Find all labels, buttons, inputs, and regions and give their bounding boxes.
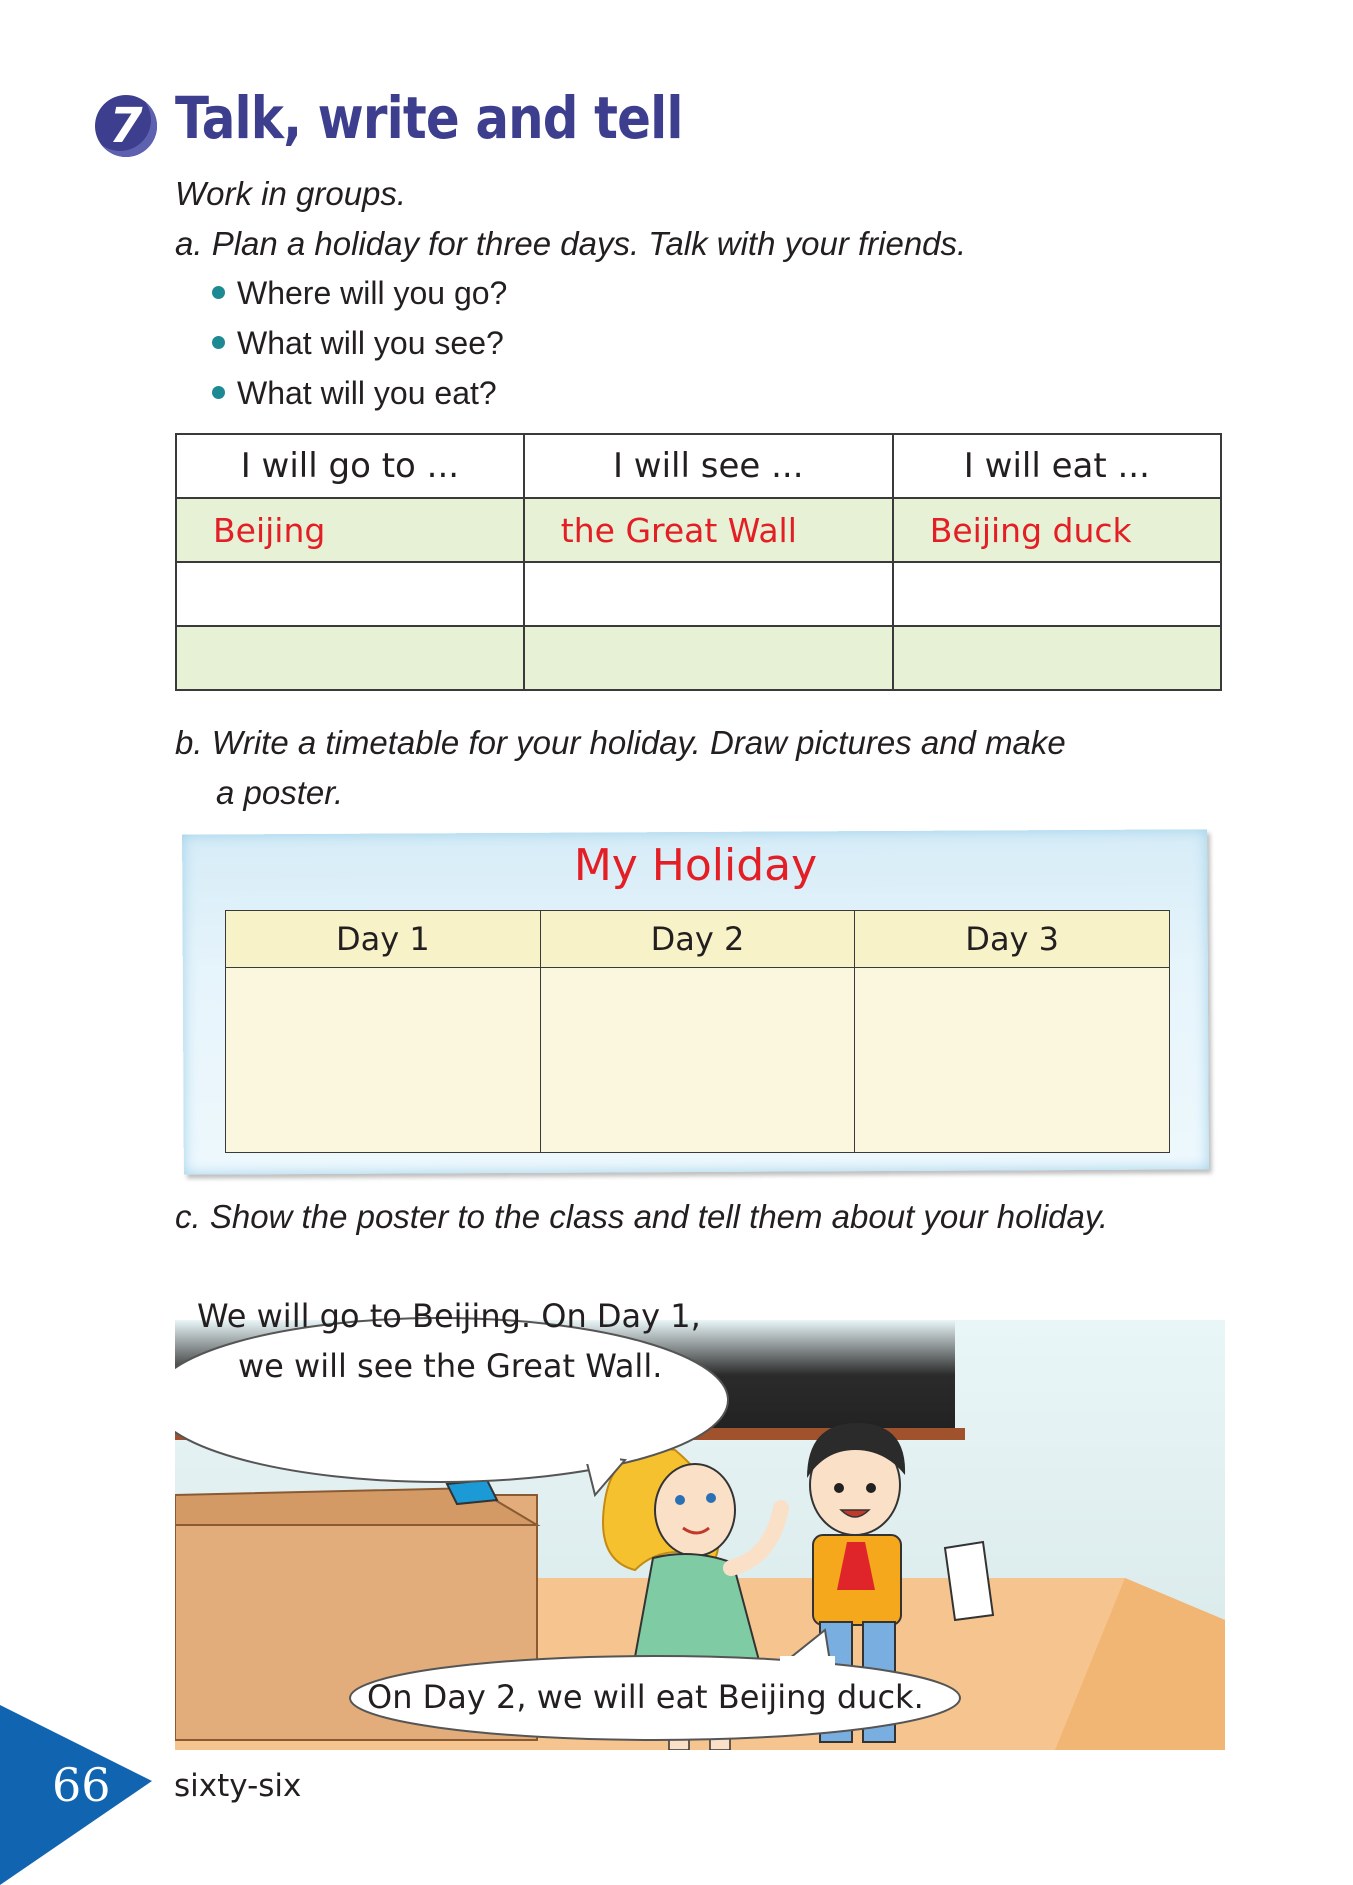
- table-row: [176, 562, 1221, 626]
- table-row: [176, 626, 1221, 690]
- day-header: Day 1: [226, 911, 541, 968]
- part-b-instruction: b. Write a timetable for your holiday. Draw pictures and make: [175, 724, 1066, 761]
- boy-speech-line: On Day 2, we will eat Beijing duck.: [367, 1678, 924, 1716]
- question-text: Where will you go?: [237, 275, 508, 311]
- section-number-badge: 7: [95, 95, 157, 157]
- table-cell: Beijing: [176, 498, 524, 562]
- table-row: [226, 968, 1170, 1153]
- table-cell: [226, 968, 541, 1153]
- question-text: What will you eat?: [237, 375, 497, 411]
- part-c-instruction: c. Show the poster to the class and tell them about your holiday.: [175, 1198, 1109, 1235]
- table-cell: [893, 562, 1221, 626]
- table-header-row: [176, 434, 1221, 498]
- table-cell: [540, 968, 855, 1153]
- table-cell: [176, 626, 524, 690]
- table-cell: Beijing duck: [893, 498, 1221, 562]
- table-cell: [524, 562, 893, 626]
- timetable-table: [225, 910, 1170, 1153]
- poster-title: My Holiday: [573, 840, 818, 891]
- day-header: Day 3: [855, 911, 1170, 968]
- section-title: Talk, write and tell: [175, 84, 683, 152]
- table-cell: [176, 562, 524, 626]
- column-header: I will eat ...: [893, 434, 1221, 498]
- table-header-row: [226, 911, 1170, 968]
- girl-speech-line-2: we will see the Great Wall.: [238, 1347, 663, 1385]
- column-header: I will go to ...: [176, 434, 524, 498]
- table-cell: [524, 626, 893, 690]
- table-row: [176, 498, 1221, 562]
- table-cell: [893, 626, 1221, 690]
- table-cell: [855, 968, 1170, 1153]
- column-header: I will see ...: [524, 434, 893, 498]
- bullet-icon: [212, 336, 225, 349]
- question-item: [212, 325, 504, 362]
- page-number-words: sixty-six: [174, 1768, 302, 1804]
- question-text: What will you see?: [237, 325, 504, 361]
- page-number: 66: [52, 1758, 111, 1812]
- bullet-icon: [212, 286, 225, 299]
- table-cell: the Great Wall: [524, 498, 893, 562]
- part-a-instruction: a. Plan a holiday for three days. Talk with your friends.: [175, 225, 967, 262]
- bullet-icon: [212, 386, 225, 399]
- day-header: Day 2: [540, 911, 855, 968]
- intro-instruction: Work in groups.: [175, 175, 407, 212]
- question-item: [212, 375, 497, 412]
- question-item: [212, 275, 507, 312]
- book-on-desk: [447, 1480, 497, 1504]
- part-b-instruction-cont: a poster.: [216, 774, 344, 811]
- holiday-plan-table: [175, 433, 1222, 691]
- girl-speech-line-1: We will go to Beijing. On Day 1,: [197, 1297, 701, 1335]
